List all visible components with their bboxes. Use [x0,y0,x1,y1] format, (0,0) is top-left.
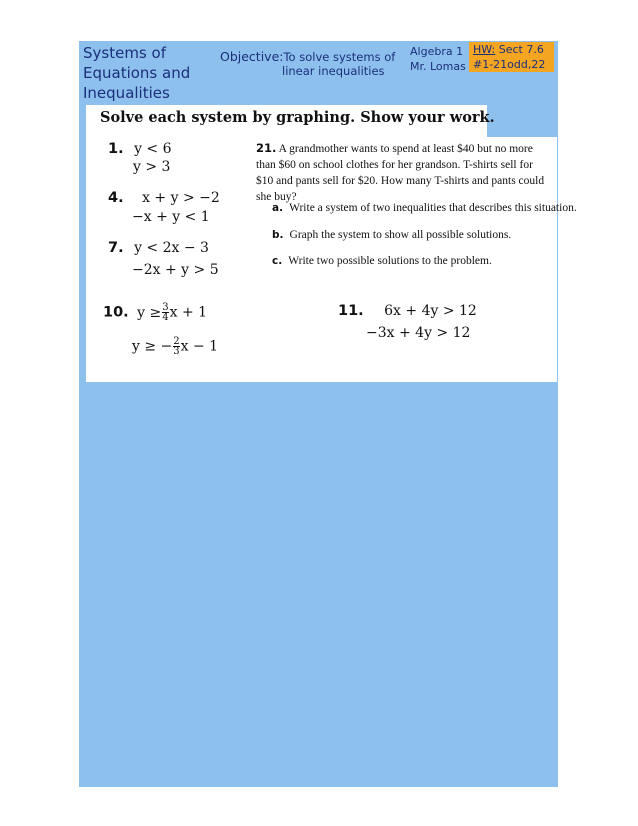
inequality: −2x + y > 5 [132,262,219,278]
inequality-prefix: y ≥ [137,304,162,321]
problem-number: 1. [108,141,124,157]
problem-10-line2 [132,337,218,356]
inequality: 6x + 4y > 12 [384,303,477,319]
problem-4 [108,190,220,206]
fraction: $\frac{2}{3}$ [173,336,180,357]
problem-21-part-b: b. Graph the system to show all possible solutions. [272,229,512,241]
problem-number: 21. [256,141,277,155]
inequality-suffix: x − 1 [180,338,219,355]
homework-box [469,42,554,72]
homework-section: Sect 7.6 [495,43,544,56]
word-problem-text: A grandmother wants to spend at least $40 but no more than $60 on school clothes for her grandson. T-shirts sell for $10 and pants sell for $20. How many T-shirts and pants could she buy? [256,143,545,203]
worksheet-excerpt [86,105,577,367]
objective-text-line1: To solve systems of [283,50,396,64]
objective-label: Objective: [220,49,284,64]
inequality: −x + y < 1 [132,209,210,225]
worksheet-heading: Solve each system by graphing. Show your work. [100,109,495,126]
problem-21-part-c: c. Write two possible solutions to the problem. [272,255,492,267]
homework-label: HW: [473,43,496,56]
inequality-prefix: y ≥ − [132,338,173,355]
problem-21 [256,140,552,205]
title-line: Equations and [83,64,191,82]
course-info [410,44,466,74]
homework-problems: #1-21odd,22 [473,58,546,71]
problem-21-part-a: a. Write a system of two inequalities that describes this situation. [272,202,577,214]
fraction: $\frac{3}{4}$ [162,302,169,323]
problem-number: 7. [108,240,124,256]
problem-number: 4. [108,190,124,206]
problem-7 [108,240,209,256]
inequality: y < 2x − 3 [134,240,209,256]
title-line: Inequalities [83,84,170,102]
problem-number: 10. [103,304,129,321]
inequality-suffix: x + 1 [169,304,208,321]
course-name: Algebra 1 [410,45,464,58]
inequality: −3x + 4y > 12 [366,325,471,341]
objective [220,49,396,78]
inequality: y > 3 [133,159,171,175]
problem-10 [103,303,207,322]
inequality: x + y > −2 [142,190,220,206]
title-line: Systems of [83,44,166,62]
problem-11 [338,303,477,319]
inequality: y < 6 [134,141,172,157]
page-title [83,43,223,103]
problem-1 [108,141,172,157]
objective-text-line2: linear inequalities [282,64,385,78]
teacher-name: Mr. Lomas [410,60,466,73]
problem-number: 11. [338,303,364,319]
